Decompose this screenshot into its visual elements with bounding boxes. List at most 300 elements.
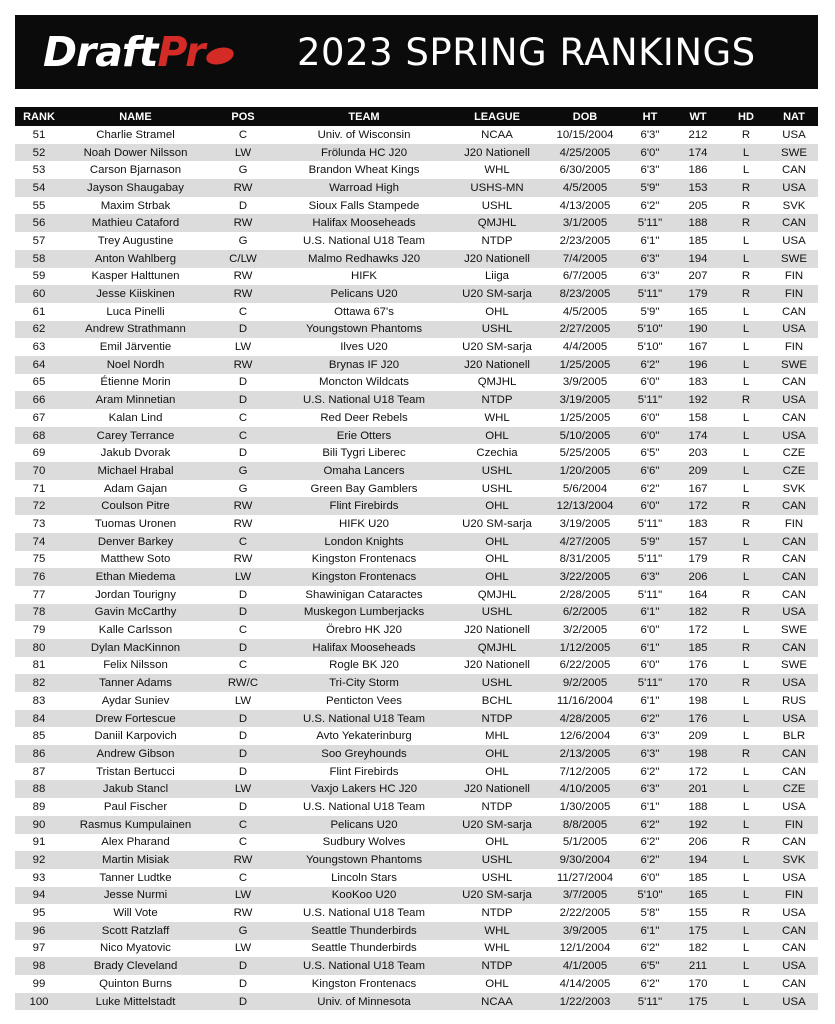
team-cell: Warroad High <box>329 181 399 194</box>
ht-cell: 5'9" <box>640 305 660 318</box>
league-cell: WHL <box>484 924 510 937</box>
team-cell: Univ. of Wisconsin <box>317 128 411 141</box>
ht-cell: 5'11" <box>637 995 663 1008</box>
hd-cell: L <box>742 765 750 778</box>
wt-cell: 203 <box>688 447 708 460</box>
pos-cell: D <box>238 394 248 407</box>
rank-cell: 80 <box>32 641 46 654</box>
nat-cell: FIN <box>784 270 804 283</box>
name-cell: Rasmus Kumpulainen <box>79 818 192 831</box>
table-row <box>15 321 818 339</box>
dob-cell: 3/9/2005 <box>562 376 608 389</box>
wt-cell: 167 <box>688 341 708 354</box>
pos-cell: D <box>238 323 248 336</box>
nat-cell: USA <box>782 128 806 141</box>
dob-cell: 4/13/2005 <box>559 199 611 212</box>
name-cell: Noel Nordh <box>106 358 165 371</box>
dob-cell: 3/7/2005 <box>562 889 608 902</box>
hd-cell: L <box>742 924 750 937</box>
team-cell: Pelicans U20 <box>330 288 398 301</box>
name-cell: Aydar Suniev <box>101 694 170 707</box>
rank-cell: 79 <box>32 624 46 637</box>
dob-cell: 7/12/2005 <box>559 765 611 778</box>
name-cell: Mathieu Cataford <box>91 217 180 230</box>
ht-cell: 6'0" <box>640 500 660 513</box>
dob-cell: 2/23/2005 <box>559 234 611 247</box>
rank-cell: 88 <box>32 783 46 796</box>
table-row <box>15 639 818 657</box>
pos-cell: D <box>238 995 248 1008</box>
team-cell: HIFK <box>351 270 377 283</box>
nat-cell: USA <box>782 429 806 442</box>
pos-cell: D <box>238 712 248 725</box>
ht-cell: 6'2" <box>640 942 660 955</box>
nat-cell: USA <box>782 323 806 336</box>
dob-cell: 1/20/2005 <box>559 464 611 477</box>
ht-cell: 6'5" <box>640 447 660 460</box>
team-cell: Örebro HK J20 <box>326 624 402 637</box>
rank-cell: 68 <box>32 429 46 442</box>
name-cell: Aram Minnetian <box>95 394 176 407</box>
name-cell: Tuomas Uronen <box>94 517 177 530</box>
wt-cell: 206 <box>688 836 708 849</box>
ht-cell: 5'10" <box>637 341 663 354</box>
wt-cell: 205 <box>688 199 708 212</box>
league-cell: OHL <box>485 553 509 566</box>
pos-cell: C <box>238 624 248 637</box>
league-cell: MHL <box>484 730 510 743</box>
hd-cell: R <box>741 836 751 849</box>
ht-cell: 6'1" <box>640 234 660 247</box>
wt-cell: 207 <box>688 270 708 283</box>
nat-cell: CAN <box>781 164 807 177</box>
name-cell: Tanner Adams <box>99 677 172 690</box>
hd-cell: R <box>741 606 751 619</box>
nat-cell: SWE <box>781 358 807 371</box>
team-cell: U.S. National U18 Team <box>303 234 425 247</box>
rank-cell: 97 <box>32 942 46 955</box>
hd-cell: L <box>742 341 750 354</box>
team-cell: U.S. National U18 Team <box>303 960 425 973</box>
dob-cell: 3/19/2005 <box>559 517 611 530</box>
team-cell: Brynas IF J20 <box>328 358 400 371</box>
hd-cell: R <box>741 553 751 566</box>
hd-cell: L <box>742 889 750 902</box>
ht-cell: 6'2" <box>640 854 660 867</box>
nat-cell: CAN <box>781 747 807 760</box>
wt-cell: 172 <box>688 624 708 637</box>
rank-cell: 56 <box>32 217 46 230</box>
table-row <box>15 533 818 551</box>
table-row <box>15 657 818 675</box>
nat-cell: CAN <box>781 765 807 778</box>
league-cell: QMJHL <box>477 217 517 230</box>
ht-cell: 6'2" <box>640 836 660 849</box>
league-cell: NTDP <box>481 712 513 725</box>
page-title: 2023 SPRING RANKINGS <box>297 31 756 74</box>
rank-cell: 65 <box>32 376 46 389</box>
name-cell: Luca Pinelli <box>106 305 165 318</box>
league-cell: NTDP <box>481 960 513 973</box>
team-cell: Muskegon Lumberjacks <box>303 606 425 619</box>
name-cell: Maxim Strbak <box>100 199 171 212</box>
table-header-row <box>15 107 818 126</box>
league-cell: QMJHL <box>477 641 517 654</box>
table-row <box>15 993 818 1011</box>
column-header-dob: DOB <box>572 110 598 123</box>
pos-cell: C/LW <box>229 252 257 265</box>
team-cell: KooKoo U20 <box>331 889 397 902</box>
nat-cell: CAN <box>781 977 807 990</box>
wt-cell: 170 <box>688 677 708 690</box>
league-cell: J20 Nationell <box>464 252 530 265</box>
rank-cell: 53 <box>32 164 46 177</box>
ht-cell: 6'1" <box>640 924 660 937</box>
pos-cell: D <box>238 447 248 460</box>
pos-cell: G <box>238 234 248 247</box>
team-cell: Shawinigan Cataractes <box>305 588 423 601</box>
pos-cell: D <box>238 800 248 813</box>
table-row <box>15 161 818 179</box>
nat-cell: USA <box>782 712 806 725</box>
league-cell: OHL <box>485 571 509 584</box>
wt-cell: 182 <box>688 942 708 955</box>
ht-cell: 6'2" <box>640 482 660 495</box>
team-cell: Tri-City Storm <box>329 677 399 690</box>
team-cell: Kingston Frontenacs <box>311 571 417 584</box>
nat-cell: RUS <box>781 694 807 707</box>
rank-cell: 63 <box>32 341 46 354</box>
league-cell: USHL <box>481 854 513 867</box>
wt-cell: 201 <box>688 783 708 796</box>
dob-cell: 6/7/2005 <box>562 270 608 283</box>
nat-cell: BLR <box>782 730 806 743</box>
ht-cell: 5'11" <box>637 288 663 301</box>
nat-cell: SWE <box>781 252 807 265</box>
wt-cell: 188 <box>688 800 708 813</box>
hd-cell: L <box>742 694 750 707</box>
team-cell: Flint Firebirds <box>329 500 399 513</box>
rank-cell: 100 <box>29 995 49 1008</box>
league-cell: BCHL <box>481 694 513 707</box>
wt-cell: 153 <box>688 181 708 194</box>
name-cell: Carson Bjarnason <box>89 164 182 177</box>
column-header-hd: HD <box>738 110 754 123</box>
league-cell: J20 Nationell <box>464 358 530 371</box>
rank-cell: 72 <box>32 500 46 513</box>
dob-cell: 1/30/2005 <box>559 800 611 813</box>
pos-cell: C <box>238 535 248 548</box>
table-row <box>15 551 818 569</box>
hd-cell: R <box>741 128 751 141</box>
wt-cell: 164 <box>688 588 708 601</box>
dob-cell: 1/25/2005 <box>559 358 611 371</box>
league-cell: J20 Nationell <box>464 146 530 159</box>
ht-cell: 6'2" <box>640 358 660 371</box>
wt-cell: 190 <box>688 323 708 336</box>
name-cell: Luke Mittelstadt <box>95 995 176 1008</box>
league-cell: WHL <box>484 164 510 177</box>
league-cell: WHL <box>484 942 510 955</box>
rank-cell: 70 <box>32 464 46 477</box>
league-cell: OHL <box>485 429 509 442</box>
nat-cell: CAN <box>781 942 807 955</box>
nat-cell: CAN <box>781 588 807 601</box>
ht-cell: 6'2" <box>640 199 660 212</box>
name-cell: Anton Wahlberg <box>94 252 177 265</box>
dob-cell: 1/25/2005 <box>559 411 611 424</box>
dob-cell: 4/14/2005 <box>559 977 611 990</box>
league-cell: U20 SM-sarja <box>462 889 532 902</box>
league-cell: U20 SM-sarja <box>462 818 532 831</box>
pos-cell: D <box>238 588 248 601</box>
hd-cell: R <box>741 641 751 654</box>
league-cell: WHL <box>484 411 510 424</box>
name-cell: Ethan Miedema <box>95 571 176 584</box>
nat-cell: CAN <box>781 571 807 584</box>
pos-cell: LW <box>234 783 252 796</box>
name-cell: Charlie Stramel <box>96 128 175 141</box>
rank-cell: 78 <box>32 606 46 619</box>
league-cell: USHL <box>481 464 513 477</box>
dob-cell: 4/28/2005 <box>559 712 611 725</box>
name-cell: Adam Gajan <box>103 482 168 495</box>
nat-cell: USA <box>782 800 806 813</box>
league-cell: QMJHL <box>477 588 517 601</box>
pos-cell: LW <box>234 889 252 902</box>
dob-cell: 5/25/2005 <box>559 447 611 460</box>
table-row <box>15 887 818 905</box>
team-cell: U.S. National U18 Team <box>303 907 425 920</box>
name-cell: Coulson Pitre <box>101 500 170 513</box>
hd-cell: L <box>742 535 750 548</box>
nat-cell: FIN <box>784 288 804 301</box>
rank-cell: 83 <box>32 694 46 707</box>
wt-cell: 186 <box>688 164 708 177</box>
nat-cell: SVK <box>782 854 806 867</box>
wt-cell: 167 <box>688 482 708 495</box>
hd-cell: L <box>742 358 750 371</box>
hd-cell: L <box>742 429 750 442</box>
dob-cell: 12/1/2004 <box>559 942 611 955</box>
ht-cell: 6'3" <box>640 164 660 177</box>
logo-text-white: Draft <box>43 28 158 76</box>
hd-cell: L <box>742 800 750 813</box>
name-cell: Martin Misiak <box>101 854 170 867</box>
pos-cell: G <box>238 464 248 477</box>
table-row <box>15 745 818 763</box>
name-cell: Denver Barkey <box>97 535 174 548</box>
name-cell: Daniil Karpovich <box>94 730 177 743</box>
nat-cell: CAN <box>781 553 807 566</box>
nat-cell: SWE <box>781 624 807 637</box>
league-cell: OHL <box>485 305 509 318</box>
ht-cell: 6'3" <box>640 783 660 796</box>
rank-cell: 96 <box>32 924 46 937</box>
pos-cell: RW <box>233 854 253 867</box>
dob-cell: 4/10/2005 <box>559 783 611 796</box>
dob-cell: 2/22/2005 <box>559 907 611 920</box>
pos-cell: D <box>238 199 248 212</box>
name-cell: Jesse Nurmi <box>103 889 168 902</box>
hd-cell: R <box>741 217 751 230</box>
ht-cell: 6'3" <box>640 270 660 283</box>
dob-cell: 5/6/2004 <box>562 482 608 495</box>
rank-cell: 81 <box>32 659 46 672</box>
nat-cell: CAN <box>781 641 807 654</box>
hd-cell: L <box>742 164 750 177</box>
table-row <box>15 250 818 268</box>
name-cell: Will Vote <box>113 907 158 920</box>
hd-cell: L <box>742 942 750 955</box>
rank-cell: 62 <box>32 323 46 336</box>
table-row <box>15 268 818 286</box>
rank-cell: 61 <box>32 305 46 318</box>
pos-cell: D <box>238 977 248 990</box>
rank-cell: 58 <box>32 252 46 265</box>
table-row <box>15 834 818 852</box>
pos-cell: LW <box>234 571 252 584</box>
wt-cell: 172 <box>688 765 708 778</box>
hd-cell: L <box>742 712 750 725</box>
rank-cell: 64 <box>32 358 46 371</box>
rank-cell: 77 <box>32 588 46 601</box>
hd-cell: L <box>742 252 750 265</box>
name-cell: Jakub Dvorak <box>100 447 171 460</box>
dob-cell: 1/12/2005 <box>559 641 611 654</box>
wt-cell: 155 <box>688 907 708 920</box>
ht-cell: 6'5" <box>640 960 660 973</box>
league-cell: NTDP <box>481 394 513 407</box>
rank-cell: 99 <box>32 977 46 990</box>
dob-cell: 3/1/2005 <box>562 217 608 230</box>
wt-cell: 158 <box>688 411 708 424</box>
rank-cell: 51 <box>32 128 46 141</box>
ht-cell: 6'3" <box>640 252 660 265</box>
nat-cell: CAN <box>781 500 807 513</box>
hd-cell: R <box>741 394 751 407</box>
hd-cell: L <box>742 464 750 477</box>
league-cell: NCAA <box>481 995 513 1008</box>
table-row <box>15 568 818 586</box>
ht-cell: 5'11" <box>637 588 663 601</box>
dob-cell: 6/22/2005 <box>559 659 611 672</box>
nat-cell: USA <box>782 871 806 884</box>
rank-cell: 89 <box>32 800 46 813</box>
table-row <box>15 356 818 374</box>
league-cell: USHS-MN <box>470 181 524 194</box>
ht-cell: 6'0" <box>640 871 660 884</box>
nat-cell: USA <box>782 960 806 973</box>
wt-cell: 175 <box>688 924 708 937</box>
table-row <box>15 462 818 480</box>
ht-cell: 6'1" <box>640 641 660 654</box>
table-row <box>15 798 818 816</box>
hd-cell: R <box>741 288 751 301</box>
league-cell: J20 Nationell <box>464 624 530 637</box>
ht-cell: 5'11" <box>637 517 663 530</box>
wt-cell: 211 <box>688 960 708 973</box>
wt-cell: 212 <box>688 128 708 141</box>
wt-cell: 188 <box>688 217 708 230</box>
wt-cell: 185 <box>688 871 708 884</box>
wt-cell: 194 <box>688 252 708 265</box>
hd-cell: R <box>741 747 751 760</box>
pos-cell: D <box>238 376 248 389</box>
column-header-wt: WT <box>689 110 707 123</box>
nat-cell: FIN <box>784 517 804 530</box>
dob-cell: 5/10/2005 <box>559 429 611 442</box>
wt-cell: 196 <box>688 358 708 371</box>
dob-cell: 1/22/2003 <box>559 995 611 1008</box>
rank-cell: 75 <box>32 553 46 566</box>
wt-cell: 198 <box>688 694 708 707</box>
dob-cell: 11/27/2004 <box>556 871 614 884</box>
table-row <box>15 763 818 781</box>
pos-cell: G <box>238 924 248 937</box>
name-cell: Quinton Burns <box>99 977 172 990</box>
nat-cell: USA <box>782 995 806 1008</box>
hd-cell: R <box>741 588 751 601</box>
rank-cell: 85 <box>32 730 46 743</box>
nat-cell: CAN <box>781 411 807 424</box>
league-cell: Liiga <box>484 270 510 283</box>
rank-cell: 71 <box>32 482 46 495</box>
dob-cell: 5/1/2005 <box>562 836 608 849</box>
header-banner <box>15 15 818 89</box>
table-row <box>15 586 818 604</box>
league-cell: NCAA <box>481 128 513 141</box>
nat-cell: SVK <box>782 482 806 495</box>
rank-cell: 73 <box>32 517 46 530</box>
ht-cell: 6'1" <box>640 694 660 707</box>
table-row <box>15 851 818 869</box>
rank-cell: 74 <box>32 535 46 548</box>
wt-cell: 174 <box>688 429 708 442</box>
dob-cell: 2/28/2005 <box>559 588 611 601</box>
team-cell: Univ. of Minnesota <box>317 995 411 1008</box>
dob-cell: 9/2/2005 <box>562 677 608 690</box>
name-cell: Paul Fischer <box>103 800 168 813</box>
league-cell: USHL <box>481 871 513 884</box>
logo-text-red: Pr <box>157 28 205 76</box>
hockey-puck-icon <box>205 45 236 67</box>
team-cell: Moncton Wildcats <box>319 376 409 389</box>
table-row <box>15 957 818 975</box>
team-cell: Flint Firebirds <box>329 765 399 778</box>
team-cell: Halifax Mooseheads <box>312 217 416 230</box>
name-cell: Jesse Kiiskinen <box>96 288 175 301</box>
name-cell: Scott Ratzlaff <box>101 924 170 937</box>
team-cell: Seattle Thunderbirds <box>311 942 417 955</box>
hd-cell: L <box>742 146 750 159</box>
ht-cell: 6'3" <box>640 730 660 743</box>
wt-cell: 183 <box>688 517 708 530</box>
ht-cell: 6'0" <box>640 376 660 389</box>
league-cell: QMJHL <box>477 376 517 389</box>
league-cell: NTDP <box>481 800 513 813</box>
ht-cell: 6'2" <box>640 765 660 778</box>
dob-cell: 4/4/2005 <box>562 341 608 354</box>
team-cell: U.S. National U18 Team <box>303 394 425 407</box>
wt-cell: 174 <box>688 146 708 159</box>
dob-cell: 10/15/2004 <box>556 128 614 141</box>
dob-cell: 4/25/2005 <box>559 146 611 159</box>
name-cell: Trey Augustine <box>97 234 174 247</box>
rank-cell: 69 <box>32 447 46 460</box>
team-cell: Avto Yekaterinburg <box>316 730 412 743</box>
nat-cell: SWE <box>781 146 807 159</box>
